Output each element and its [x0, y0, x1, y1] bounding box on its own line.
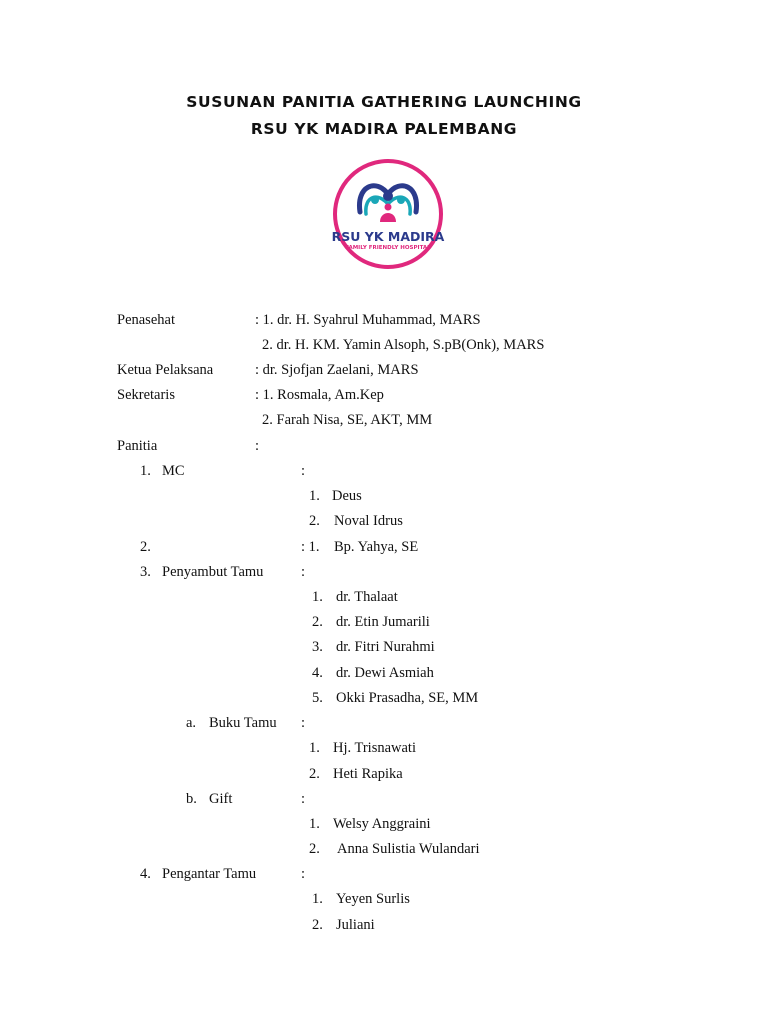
buku-tamu-member-2-name: Heti Rapika [333, 766, 403, 782]
pengantar-member-1-number: 1. [312, 891, 323, 907]
ketua-pelaksana-value: : dr. Sjofjan Zaelani, MARS [255, 362, 419, 378]
mc-member-2-number: 2. [309, 513, 320, 529]
gift-member-2-number: 2. [309, 841, 320, 857]
penyambut-member-2-name: dr. Etin Jumarili [336, 614, 430, 630]
sekretaris-member-1: : 1. Rosmala, Am.Kep [255, 387, 384, 403]
penyambut-member-5-number: 5. [312, 690, 323, 706]
gift-member-1-name: Welsy Anggraini [333, 816, 431, 832]
panitia-colon: : [255, 438, 260, 454]
sekretaris-label: Sekretaris [117, 387, 175, 403]
penyambut-member-1-name: dr. Thalaat [336, 589, 398, 605]
sekretaris-member-2: 2. Farah Nisa, SE, AKT, MM [262, 412, 433, 428]
buku-tamu-member-2-number: 2. [309, 766, 320, 782]
panitia-label: Panitia [117, 438, 158, 454]
pengantar-member-2-name: Juliani [336, 917, 375, 933]
hospital-logo-graphic [330, 152, 446, 276]
penyambut-number: 3. [140, 564, 151, 580]
mc-member-1-name: Deus [332, 488, 362, 504]
ketua-pelaksana-label: Ketua Pelaksana [117, 362, 214, 378]
pengantar-number: 4. [140, 866, 151, 882]
penyambut-member-1-number: 1. [312, 589, 323, 605]
item-2-name: Bp. Yahya, SE [334, 539, 419, 555]
mc-colon: : [301, 463, 306, 479]
buku-tamu-letter: a. [186, 715, 197, 731]
buku-tamu-colon: : [301, 715, 306, 731]
pengantar-member-2-number: 2. [312, 917, 323, 933]
penyambut-colon: : [301, 564, 306, 580]
pengantar-colon: : [301, 866, 306, 882]
penyambut-member-4-name: dr. Dewi Asmiah [336, 665, 434, 681]
penasehat-member-1: : 1. dr. H. Syahrul Muhammad, MARS [255, 312, 481, 328]
gift-colon: : [301, 791, 306, 807]
gift-label: Gift [209, 791, 233, 807]
hospital-logo [330, 152, 446, 276]
mc-label: MC [162, 463, 185, 479]
document-title-line-1: SUSUNAN PANITIA GATHERING LAUNCHING [186, 93, 582, 111]
penyambut-member-5-name: Okki Prasadha, SE, MM [336, 690, 479, 706]
penyambut-label: Penyambut Tamu [162, 564, 264, 580]
gift-member-1-number: 1. [309, 816, 320, 832]
penasehat-label: Penasehat [117, 312, 175, 328]
penyambut-member-4-number: 4. [312, 665, 323, 681]
gift-member-2-name: Anna Sulistia Wulandari [337, 841, 480, 857]
pengantar-label: Pengantar Tamu [162, 866, 257, 882]
logo-tagline-text: FAMILY FRIENDLY HOSPITAL [345, 245, 431, 251]
penyambut-member-2-number: 2. [312, 614, 323, 630]
buku-tamu-member-1-name: Hj. Trisnawati [333, 740, 416, 756]
item-2-number: 2. [140, 539, 151, 555]
mc-member-1-number: 1. [309, 488, 320, 504]
mc-number: 1. [140, 463, 151, 479]
mc-member-2-name: Noval Idrus [334, 513, 403, 529]
buku-tamu-label: Buku Tamu [209, 715, 277, 731]
buku-tamu-member-1-number: 1. [309, 740, 320, 756]
document-title-line-2: RSU YK MADIRA PALEMBANG [250, 120, 518, 138]
item-2-prefix: : 1. [301, 539, 320, 555]
penyambut-member-3-number: 3. [312, 639, 323, 655]
penasehat-member-2: 2. dr. H. KM. Yamin Alsoph, S.pB(Onk), MARS [262, 337, 545, 353]
gift-letter: b. [186, 791, 197, 807]
pengantar-member-1-name: Yeyen Surlis [336, 891, 410, 907]
penyambut-member-3-name: dr. Fitri Nurahmi [336, 639, 435, 655]
logo-name-text: RSU YK MADIRA [331, 229, 445, 244]
